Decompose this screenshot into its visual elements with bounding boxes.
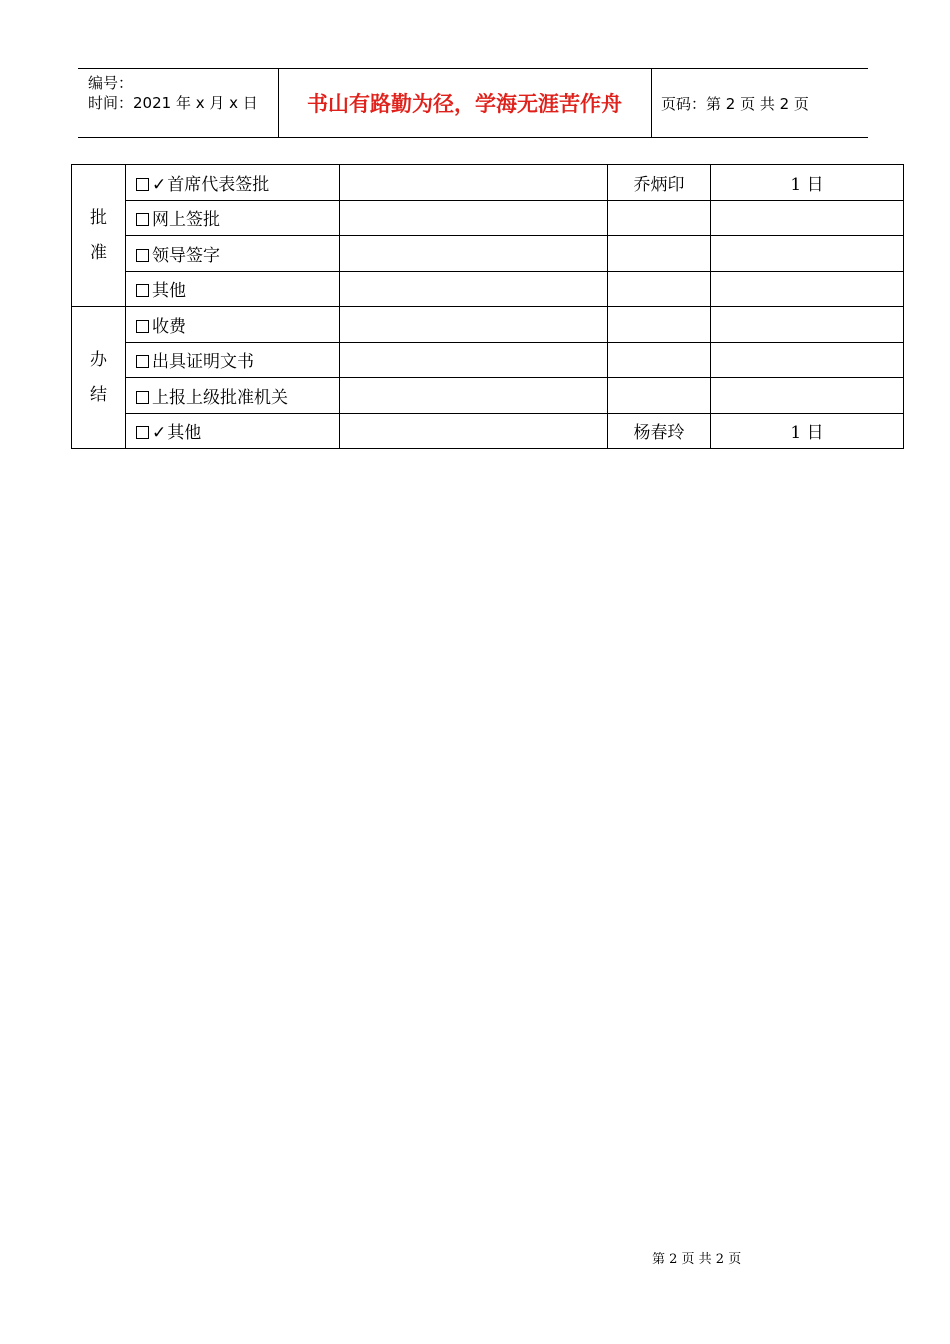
signer-cell	[608, 271, 711, 307]
signer-cell: 杨春玲	[608, 413, 711, 449]
item-label: 其他	[167, 423, 202, 444]
signer-cell	[608, 378, 711, 414]
approval-table-body	[72, 165, 904, 449]
table-row	[72, 165, 904, 201]
approval-table	[71, 164, 904, 449]
duration-cell	[711, 271, 904, 307]
checkbox-icon[interactable]	[136, 178, 149, 191]
group-label-char: 结	[90, 384, 107, 405]
note-cell	[340, 271, 608, 307]
number-label: 编号：	[88, 74, 134, 92]
item-label: 出具证明文书	[152, 352, 254, 373]
note-cell	[340, 342, 608, 378]
item-cell	[126, 342, 340, 378]
page-footer: 第 2 页 共 2 页	[652, 1252, 742, 1267]
item-label: 上报上级批准机关	[152, 387, 288, 408]
header-meta	[88, 73, 258, 113]
group-label-char: 批	[90, 207, 107, 228]
table-row	[72, 200, 904, 236]
checkmark-icon: ✓	[152, 174, 167, 195]
note-cell	[340, 307, 608, 343]
note-cell	[340, 200, 608, 236]
checkbox-icon[interactable]	[136, 426, 149, 439]
note-cell	[340, 378, 608, 414]
item-label: 领导签字	[152, 245, 220, 266]
header-divider	[651, 69, 652, 137]
signer-cell	[608, 236, 711, 272]
signer-cell	[608, 200, 711, 236]
duration-cell	[711, 200, 904, 236]
note-cell	[340, 236, 608, 272]
signer-cell	[608, 307, 711, 343]
motto-text: 书山有路勤为径，学海无涯苦作舟	[307, 92, 622, 116]
signer-cell: 乔炳印	[608, 165, 711, 201]
signer-cell	[608, 342, 711, 378]
table-row	[72, 378, 904, 414]
checkbox-icon[interactable]	[136, 213, 149, 226]
note-cell	[340, 165, 608, 201]
checkbox-icon[interactable]	[136, 391, 149, 404]
group-label	[72, 307, 126, 449]
document-header	[78, 68, 868, 138]
item-label: 收费	[152, 316, 186, 337]
table-row	[72, 236, 904, 272]
duration-cell	[711, 307, 904, 343]
checkbox-icon[interactable]	[136, 249, 149, 262]
note-cell	[340, 413, 608, 449]
table-row	[72, 342, 904, 378]
group-label	[72, 165, 126, 307]
item-cell	[126, 307, 340, 343]
checkmark-icon: ✓	[152, 423, 167, 444]
item-cell	[126, 271, 340, 307]
table-row	[72, 271, 904, 307]
duration-cell	[711, 236, 904, 272]
checkbox-icon[interactable]	[136, 355, 149, 368]
item-cell	[126, 378, 340, 414]
table-row	[72, 413, 904, 449]
duration-cell	[711, 342, 904, 378]
duration-cell: 1 日	[711, 165, 904, 201]
item-label: 首席代表签批	[167, 174, 270, 195]
duration-cell: 1 日	[711, 413, 904, 449]
group-label-char: 办	[90, 349, 107, 370]
item-label: 其他	[152, 281, 186, 302]
item-cell	[126, 200, 340, 236]
page-label: 页码：第 2 页 共 2 页	[661, 94, 809, 113]
table-row	[72, 307, 904, 343]
group-label-char: 准	[90, 242, 107, 263]
checkbox-icon[interactable]	[136, 320, 149, 333]
item-cell	[126, 413, 340, 449]
item-label: 网上签批	[152, 210, 220, 231]
checkbox-icon[interactable]	[136, 284, 149, 297]
item-cell	[126, 165, 340, 201]
time-label: 时间：2021 年 x 月 x 日	[88, 94, 258, 112]
item-cell	[126, 236, 340, 272]
duration-cell	[711, 378, 904, 414]
